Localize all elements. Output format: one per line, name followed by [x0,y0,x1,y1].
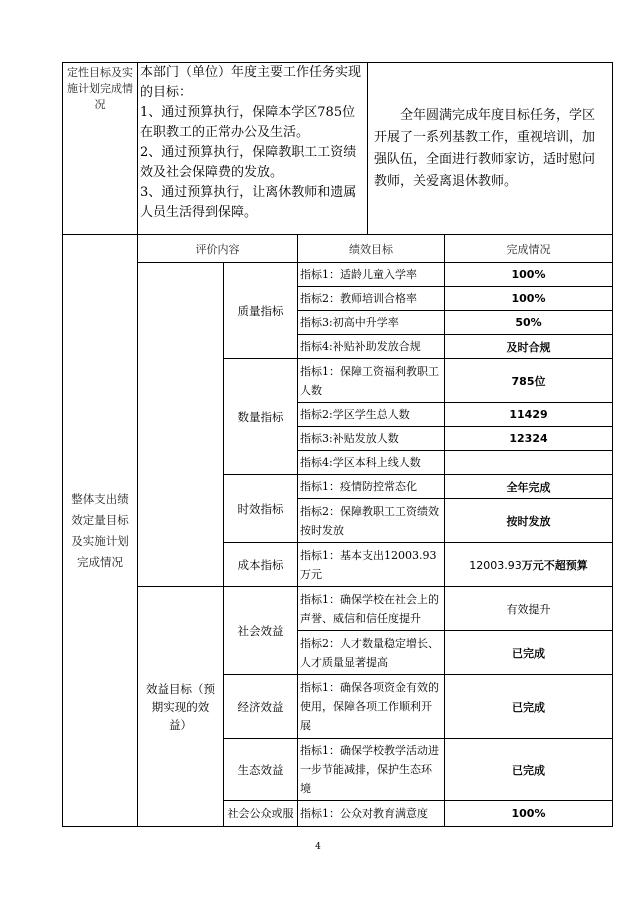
qualitative-goals-table [62,62,613,235]
category-quality: 质量指标 [224,263,298,359]
benefit-group-label: 效益目标（预期实现的效益） [138,587,224,827]
category-public-service: 社会公众或服 [224,801,298,827]
plan-line: 3、通过预算执行，让离休教师和遗属人员生活得到保障。 [140,185,357,220]
category-quantity: 数量指标 [224,359,298,475]
page-number: 4 [315,842,321,852]
header-status: 完成情况 [445,235,613,263]
completion-value: 有效提升 [445,587,613,631]
completion-value [445,543,613,587]
completion-value: 已完成 [445,631,613,675]
output-group-cell [138,263,224,587]
indicator: 指标1：确保学校在社会上的声誉、威信和信任度提升 [298,587,445,631]
category-ecological-benefit: 生态效益 [224,739,298,801]
indicator: 指标2：人才数量稳定增长、人才质量显著提高 [298,631,445,675]
category-cost: 成本指标 [224,543,298,587]
quantitative-goals-label: 整体支出绩效定量目标及实施计划完成情况 [63,235,138,827]
indicator: 指标3:初高中升学率 [298,311,445,335]
plan-line: 本部门（单位）年度主要工作任务实现的目标： [140,65,362,100]
completion-value: 按时发放 [445,499,613,543]
completion-value: 100% [445,263,613,287]
completion-value: 100% [445,287,613,311]
completion-value: 全年完成 [445,475,613,499]
indicator: 指标4:补贴补助发放合规 [298,335,445,359]
indicator: 指标1：基本支出12003.93万元 [298,543,445,587]
completion-value: 785位 [445,359,613,403]
completion-value: 50% [445,311,613,335]
indicator: 指标2：保障教职工工资绩效按时发放 [298,499,445,543]
indicator: 指标1：确保各项资金有效的使用，保障各项工作顺利开展 [298,675,445,739]
indicator: 指标2：教师培训合格率 [298,287,445,311]
quantitative-goals-table [62,234,613,827]
indicator: 指标2:学区学生总人数 [298,403,445,427]
completion-summary: 全年圆满完成年度目标任务，学区开展了一系列基教工作，重视培训，加强队伍，全面进行教师家访，适时慰问教师，关爱离退休教师。 [368,63,613,235]
indicator: 指标1：疫情防控常态化 [298,475,445,499]
completion-value: 100% [445,801,613,827]
completion-value: 12324 [445,427,613,451]
plan-line: 1、通过预算执行，保障本学区785位在职教工的正常办公及生活。 [140,105,356,140]
completion-value: 已完成 [445,675,613,739]
category-economic-benefit: 经济效益 [224,675,298,739]
indicator: 指标1：保障工资福利教职工人数 [298,359,445,403]
qualitative-goals-label: 定性目标及实施计划完成情况 [63,63,138,235]
plan-line: 2、通过预算执行，保障教职工工资绩效及社会保障费的发放。 [140,145,357,180]
header-content: 评价内容 [138,235,298,263]
category-timeliness: 时效指标 [224,475,298,543]
completion-value [445,451,613,475]
completion-value: 已完成 [445,739,613,801]
cost-amount: 12003.93 [469,558,522,572]
indicator: 指标1：公众对教育满意度 [298,801,445,827]
completion-value: 及时合规 [445,335,613,359]
category-social-benefit: 社会效益 [224,587,298,675]
completion-value: 11429 [445,403,613,427]
indicator: 指标1：确保学校教学活动进一步节能减排，保护生态环境 [298,739,445,801]
cost-suffix: 万元不超预算 [521,558,588,572]
indicator: 指标3:补贴发放人数 [298,427,445,451]
plan-description [138,63,368,235]
indicator: 指标4:学区本科上线人数 [298,451,445,475]
header-target: 绩效目标 [298,235,445,263]
indicator: 指标1：适龄儿童入学率 [298,263,445,287]
